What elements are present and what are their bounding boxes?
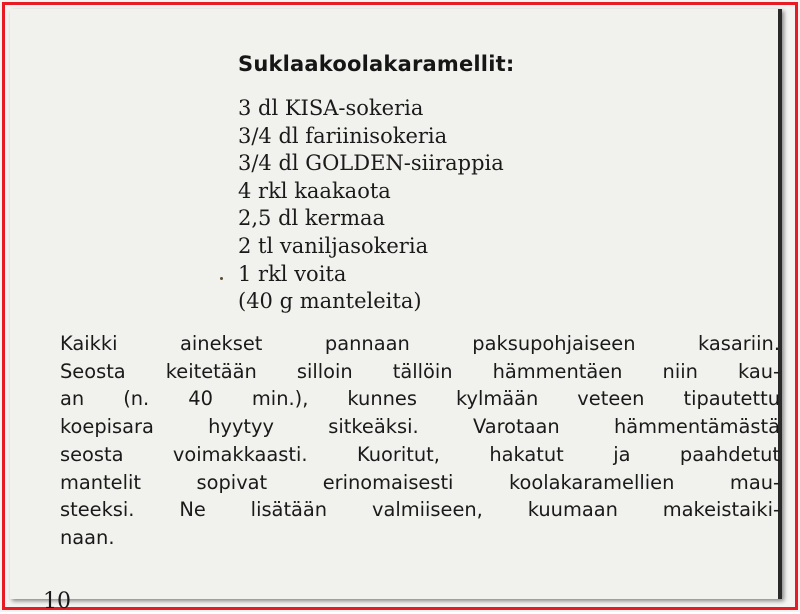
recipe-title: Suklaakoolakaramellit: (238, 52, 515, 76)
ingredient-item: 3 dl KISA-sokeria (238, 96, 424, 120)
ingredient-item: 3/4 dl fariinisokeria (238, 123, 448, 148)
ingredient-item: 1 rkl voita (238, 261, 347, 286)
ingredient-list (238, 95, 504, 316)
ingredient-item: 2 tl vaniljasokeria (238, 233, 429, 258)
instruction-line: koepisara hyytyy sitkeäksi. Varotaan hämmentämästä (60, 415, 780, 439)
ingredient-item: (40 g manteleita) (238, 289, 422, 314)
instruction-line: seosta voimakkaasti. Kuoritut, hakatut ja paahdetut (60, 442, 780, 466)
instructions-paragraph (60, 330, 780, 552)
ingredient-item: 2,5 dl kermaa (238, 206, 386, 231)
instruction-line: steeksi. Ne lisätään valmiiseen, kuumaan makeistaiki- (60, 498, 780, 522)
page-number: 10 (43, 589, 71, 614)
scanned-page (10, 9, 782, 614)
instruction-line: naan. (60, 525, 115, 549)
print-speck (220, 277, 223, 280)
instruction-line: Seosta keitetään silloin tällöin hämmentäen niin kau- (60, 359, 780, 383)
instruction-line: Kaikki ainekset pannaan paksupohjaiseen kasariin. (60, 332, 780, 355)
ingredient-item: 3/4 dl GOLDEN-siirappia (238, 151, 504, 176)
instruction-line: an (n. 40 min.), kunnes kylmään veteen tipautettu (60, 387, 780, 411)
instruction-line: mantelit sopivat erinomaisesti koolakaramellien mau- (60, 470, 780, 494)
ingredient-item: 4 rkl kaakaota (238, 178, 391, 203)
